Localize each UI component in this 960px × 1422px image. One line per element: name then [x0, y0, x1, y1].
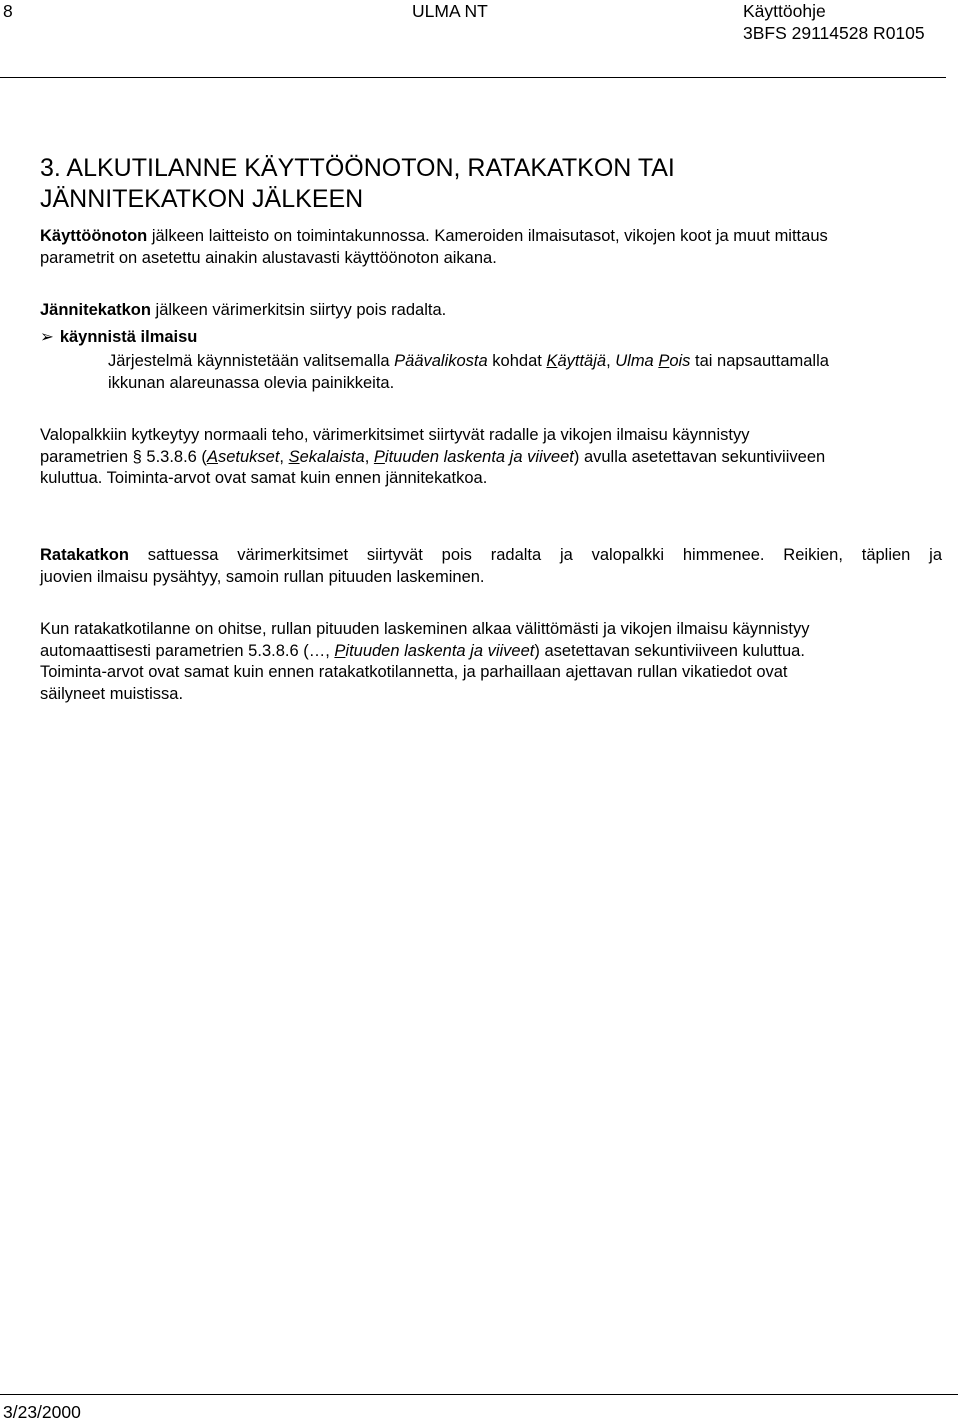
menu-misc: Sekalaista	[288, 447, 365, 466]
paragraph-text: Kun ratakatkotilanne on ohitse, rullan pituuden laskeminen alkaa välittömästi ja vikojen ilmaisu käynnistyy	[40, 620, 810, 638]
footer-date: 3/23/2000	[3, 1402, 81, 1422]
paragraph-text: Toiminta-arvot ovat samat kuin ennen ratakatkotilannetta, ja parhaillaan ajettavan rullan vikatiedot ovat	[40, 663, 788, 681]
paragraph-light-bar: Valopalkkiin kytkeytyy normaali teho, värimerkitsimet siirtyvät radalle ja vikojen ilmaisu käynnistyy parametrien § 5.3.8.6 (Asetukset, Sekalaista, Pituuden laskenta ja viiveet) avulla asetettavan sekuntiviiveen kuluttua. Toiminta-arvot ovat samat kuin ennen jännitekatkoa.	[40, 426, 826, 487]
document-type: Käyttöohje	[743, 1, 826, 21]
section-title-line-1: 3. ALKUTILANNE KÄYTTÖÖNOTON, RATAKATKON TAI	[40, 154, 675, 182]
section-title-line-2: JÄNNITEKATKON JÄLKEEN	[40, 185, 364, 213]
menu-ulma-off: Ulma Pois	[615, 352, 691, 370]
paragraph-text: ) avulla asetettavan sekuntiviiveen	[573, 447, 826, 466]
paragraph-after-web-break	[40, 619, 930, 705]
paragraph-text: ) asetettavan sekuntiviiveen kuluttua.	[534, 641, 805, 660]
paragraph-commissioning	[40, 226, 930, 269]
paragraph-text: parametrit on asetettu ainakin alustavasti käyttöönoton aikana.	[40, 248, 497, 267]
page-number: 8	[3, 1, 13, 21]
paragraph-text: jälkeen värimerkitsin siirtyy pois radalta.	[150, 301, 447, 319]
paragraph-text: juovien ilmaisu pysähtyy, samoin rullan pituuden laskeminen.	[40, 567, 485, 586]
bullet-start-detection	[40, 327, 197, 348]
menu-main: Päävalikosta	[394, 352, 488, 370]
instruction-start-detection	[108, 350, 938, 394]
instruction-text: ikkunan alareunassa olevia painikkeita.	[108, 374, 395, 392]
paragraph-text: parametrien § 5.3.8.6 (	[40, 447, 207, 466]
paragraph-line: Ratakatkon sattuessa värimerkitsimet siirtyvät pois radalta ja valopalkki himmenee. Reikien, täplien ja	[40, 546, 942, 564]
paragraph-text: jälkeen laitteisto on toimintakunnossa. Kameroiden ilmaisutasot, vikojen koot ja muut mittaus	[147, 227, 828, 245]
paragraph-text: Valopalkkiin kytkeytyy normaali teho, värimerkitsimet siirtyvät radalle ja vikojen ilmaisu käynnistyy	[40, 426, 750, 444]
instruction-text: tai napsauttamalla	[690, 352, 829, 370]
paragraph-text: automaattisesti parametrien 5.3.8.6 (…,	[40, 641, 335, 660]
paragraph-power-outage	[40, 300, 930, 322]
footer-divider	[0, 1394, 958, 1395]
menu-length-calc: Pituuden laskenta ja viiveet	[334, 641, 535, 660]
document-code: 3BFS 29114528 R0105	[743, 23, 925, 43]
section-title	[40, 153, 675, 215]
paragraph-text: kuluttua. Toiminta-arvot ovat samat kuin ennen jännitekatkoa.	[40, 469, 488, 487]
term-commissioning: Käyttöönoton	[40, 227, 148, 245]
instruction-text: kohdat	[487, 352, 547, 370]
header-divider	[0, 77, 946, 78]
paragraph-text: säilyneet muistissa.	[40, 684, 184, 703]
menu-user: Käyttäjä	[546, 352, 607, 370]
menu-settings: Asetukset	[206, 447, 280, 466]
paragraph-web-break	[40, 545, 942, 588]
document-info	[743, 0, 925, 44]
term-power-outage: Jännitekatkon	[40, 301, 151, 319]
product-name: ULMA NT	[412, 1, 488, 21]
menu-length-calc: Pituuden laskenta ja viiveet	[373, 447, 574, 466]
instruction-text: ,	[606, 352, 616, 370]
instruction-text: Järjestelmä käynnistetään valitsemalla	[108, 352, 395, 370]
arrow-bullet-icon: ➢	[40, 328, 54, 346]
term-web-break: Ratakatkon	[40, 546, 129, 564]
bullet-label: käynnistä ilmaisu	[59, 328, 198, 346]
